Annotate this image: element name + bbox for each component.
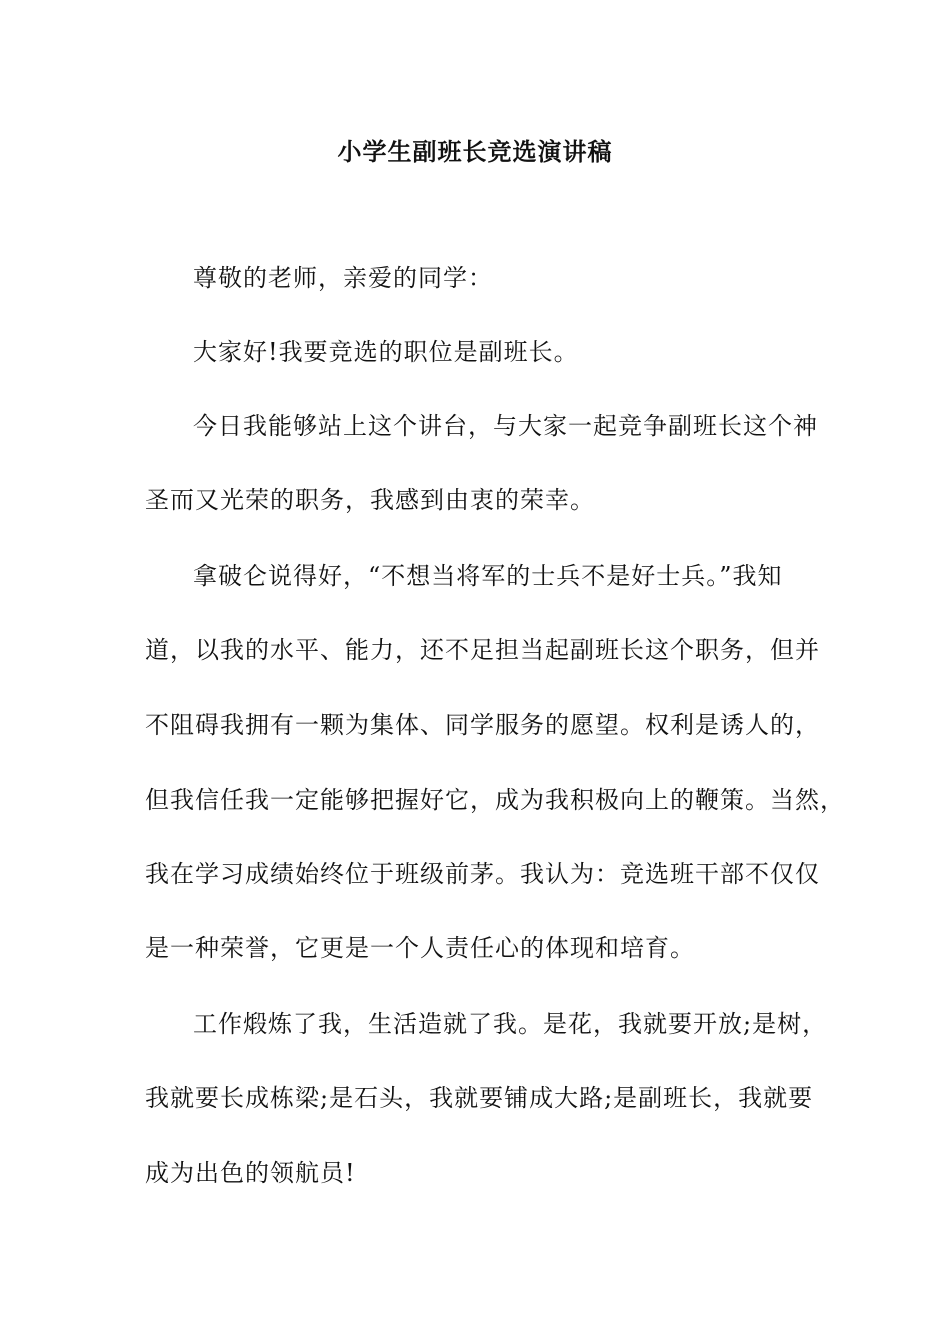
paragraph-line: 道，以我的水平、能力，还不足担当起副班长这个职务，但并	[145, 636, 820, 664]
document-title: 小学生副班长竞选演讲稿	[337, 137, 613, 166]
paragraph-line: 今日我能够站上这个讲台，与大家一起竞争副班长这个神	[193, 412, 818, 440]
salutation-line: 尊敬的老师，亲爱的同学：	[193, 264, 493, 292]
paragraph-line: 工作煅炼了我，生活造就了我。是花，我就要开放;是树，	[193, 1010, 828, 1038]
paragraph-line: 我在学习成绩始终位于班级前茅。我认为：竞选班干部不仅仅	[145, 860, 820, 888]
paragraph-line: 但我信任我一定能够把握好它，成为我积极向上的鞭策。当然，	[145, 786, 845, 814]
paragraph-line: 成为出色的领航员!	[145, 1159, 356, 1187]
paragraph-line: 不阻碍我拥有一颗为集体、同学服务的愿望。权利是诱人的，	[145, 711, 820, 739]
paragraph-line: 圣而又光荣的职务，我感到由衷的荣幸。	[145, 486, 595, 514]
paragraph-line: 拿破仑说得好，“不想当将军的士兵不是好士兵。”我知	[193, 562, 783, 590]
paragraph-line: 是一种荣誉，它更是一个人责任心的体现和培育。	[145, 934, 695, 962]
paragraph-line: 大家好!我要竞选的职位是副班长。	[193, 338, 579, 366]
paragraph-line: 我就要长成栋梁;是石头，我就要铺成大路;是副班长，我就要	[145, 1084, 814, 1112]
